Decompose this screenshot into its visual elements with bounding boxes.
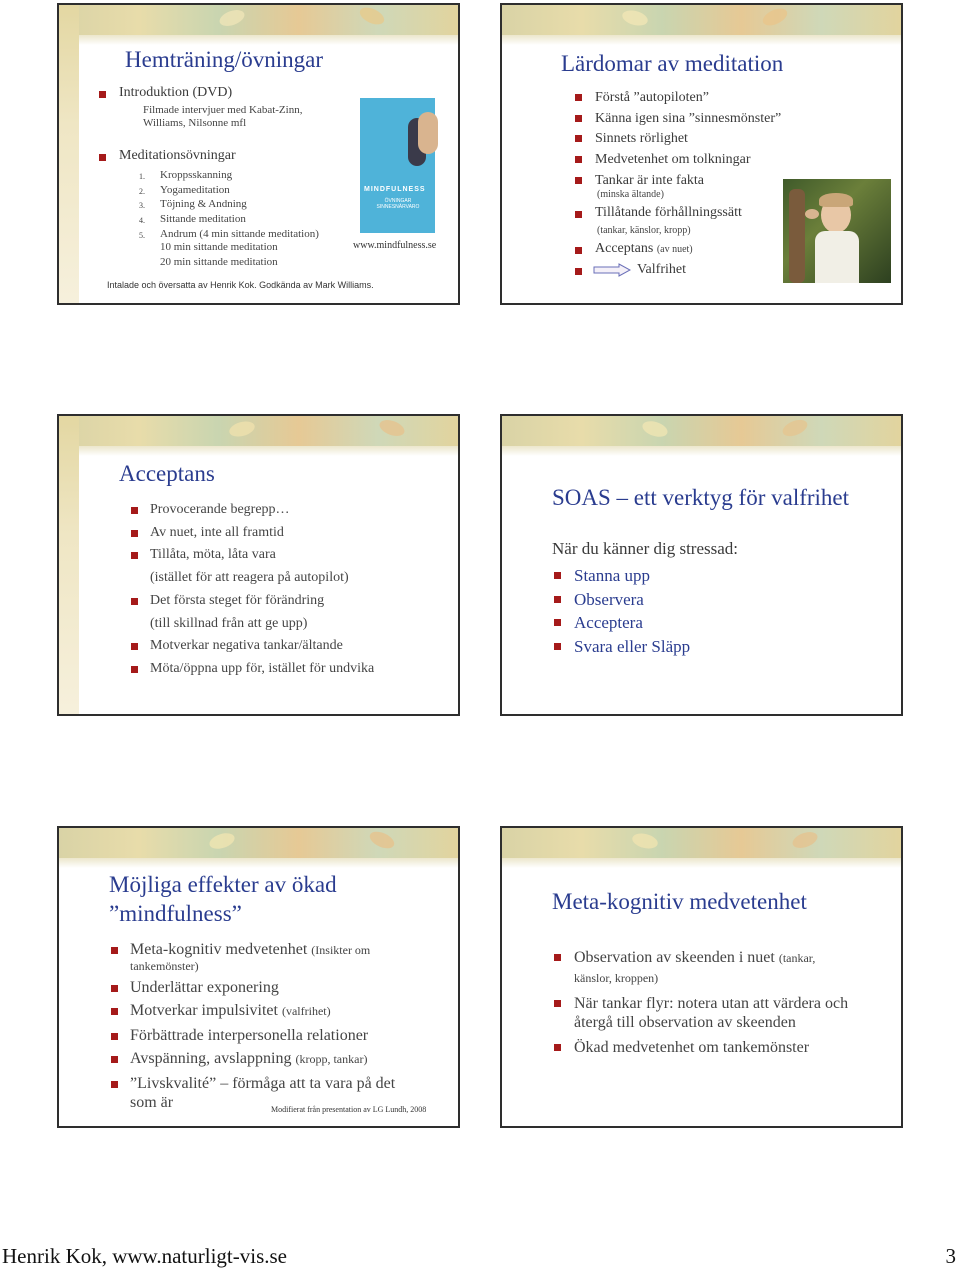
hand-photo-decoration (418, 112, 438, 154)
bullet-marker (111, 1081, 118, 1088)
bullet-marker (111, 947, 118, 954)
list-item: Meta-kognitiv medvetenhet (Insikter om tankemönster) (111, 940, 451, 973)
slide-header-decoration (502, 416, 901, 446)
slide-header-decoration (59, 5, 458, 35)
page-number: 3 (945, 1244, 956, 1268)
slide-meta-kognitiv (500, 826, 903, 1128)
bullet-list (111, 940, 451, 1117)
slide-title: SOAS – ett verktyg för valfrihet (552, 485, 850, 510)
slide-title: Möjliga effekter av ökad ”mindfulness” (109, 872, 337, 926)
bullet-marker (131, 507, 138, 514)
bullet-marker (575, 135, 582, 142)
bullet-list (575, 241, 815, 257)
bullet-list (99, 85, 349, 101)
bullet-marker (575, 94, 582, 101)
bullet-marker (575, 156, 582, 163)
bullet-marker (111, 1008, 118, 1015)
footer-author-website: Henrik Kok, www.naturligt-vis.se (2, 1244, 288, 1268)
bullet-marker (111, 985, 118, 992)
bullet-marker (111, 1033, 118, 1040)
numbered-item: 1. Kroppsskanning (139, 169, 233, 181)
list-item: Stanna upp (554, 564, 854, 588)
bullet-marker (131, 666, 138, 673)
bullet-list (554, 948, 889, 1057)
list-item: Möta/öppna upp för, istället för undvika (131, 658, 441, 681)
list-item: Sinnets rörlighet (575, 129, 815, 150)
bullet-marker (131, 598, 138, 605)
list-item: Tankar är inte fakta (575, 171, 815, 192)
list-item: ”Livskvalité” – förmåga att ta vara på det som är (111, 1074, 451, 1112)
bullet-marker (554, 619, 561, 626)
bullet-marker (131, 530, 138, 537)
slide-title: Hemträning/övningar (125, 47, 324, 72)
bullet-list (131, 499, 441, 681)
list-item: Avspänning, avslappning (kropp, tankar) (111, 1049, 451, 1069)
credits-text: Intalade och översatta av Henrik Kok. Godkända av Mark Williams. (107, 280, 374, 290)
bullet-list (99, 148, 349, 164)
list-item: Det första steget för förändring (131, 590, 441, 613)
item-subtext: 20 min sittande meditation (160, 256, 278, 268)
slide-title: Meta-kognitiv medvetenhet (552, 889, 807, 914)
list-item: Observation av skeenden i nuet (tankar, känslor, kroppen) (554, 948, 889, 988)
item-subtext: (minska ältande) (597, 189, 664, 200)
list-item: Tillåtande förhållningssätt (575, 205, 815, 221)
bullet-list (575, 88, 815, 192)
bullet-marker (111, 1056, 118, 1063)
bullet-marker (554, 643, 561, 650)
book-cover-image (360, 98, 435, 233)
numbered-item: 5. Andrum (4 min sittande meditation) (139, 227, 319, 240)
arrow-right-icon (593, 263, 631, 277)
item-subtext: 10 min sittande meditation (160, 241, 278, 253)
numbered-item: 4. Sittande meditation (139, 213, 246, 226)
list-item: Acceptera (554, 611, 854, 635)
slide-side-decoration (59, 416, 79, 714)
slide-hemtraning (57, 3, 460, 305)
list-item: Underlättar exponering (111, 978, 451, 997)
bullet-marker (575, 177, 582, 184)
slide-side-decoration (59, 5, 79, 303)
slide-header-decoration (502, 5, 901, 35)
list-item: Svara eller Släpp (554, 635, 854, 659)
slide-mojliga-effekter (57, 826, 460, 1128)
list-item: Känna igen sina ”sinnesmönster” (575, 109, 815, 130)
slide-acceptans (57, 414, 460, 716)
slide-soas (500, 414, 903, 716)
numbered-list (139, 168, 369, 242)
bullet-marker (554, 572, 561, 579)
numbered-item: 3. Töjning & Andning (139, 198, 247, 211)
slide-lead-text: När du känner dig stressad: (552, 539, 739, 558)
child-photo (783, 179, 891, 283)
numbered-item: 2. Yogameditation (139, 183, 230, 196)
list-item: Motverkar negativa tankar/ältande (131, 635, 441, 658)
bullet-marker (554, 596, 561, 603)
item-subtext: (tankar, känslor, kropp) (597, 225, 691, 236)
bullet-marker (575, 115, 582, 122)
list-item: Meditationsövningar (99, 148, 349, 164)
slide-title: Lärdomar av meditation (561, 51, 784, 76)
slide-lardomar (500, 3, 903, 305)
bullet-list (575, 262, 815, 278)
list-item: Valfrihet (575, 262, 815, 278)
list-item: Observera (554, 588, 854, 612)
credit-text: Modifierat från presentation av LG Lundh, 2008 (271, 1105, 427, 1114)
list-item: Medvetenhet om tolkningar (575, 150, 815, 171)
slide-header-decoration (59, 828, 458, 858)
list-item: Tillåta, möta, låta vara (131, 544, 441, 567)
list-item: Acceptans (av nuet) (575, 241, 815, 257)
item-subtext: Filmade intervjuer med Kabat-Zinn, Williams, Nilsonne mfl (143, 104, 303, 129)
slide-header-decoration (502, 828, 901, 858)
bullet-list (554, 564, 854, 659)
bullet-list (575, 205, 815, 221)
bullet-marker (131, 552, 138, 559)
list-item-continuation: (till skillnad från att ge upp) (150, 615, 308, 631)
list-item: När tankar flyr: notera utan att värdera och återgå till observation av skeenden (554, 994, 889, 1032)
list-item: Förbättrade interpersonella relationer (111, 1026, 451, 1045)
bullet-marker (131, 643, 138, 650)
list-item: Motverkar impulsivitet (valfrihet) (111, 1001, 451, 1021)
list-item: Förstå ”autopiloten” (575, 88, 815, 109)
website-url: www.mindfulness.se (353, 240, 437, 251)
list-item-continuation: (istället för att reagera på autopilot) (150, 570, 349, 586)
list-item: Introduktion (DVD) (99, 85, 349, 101)
slide-title: Acceptans (119, 461, 215, 486)
book-title: MINDFULNESS (364, 186, 426, 193)
list-item: Av nuet, inte all framtid (131, 522, 441, 545)
list-item: Ökad medvetenhet om tankemönster (554, 1038, 889, 1057)
book-subtitle: ÖVNINGAR SINNESNÄRVARO (376, 198, 420, 210)
list-item: Provocerande begrepp… (131, 499, 441, 522)
